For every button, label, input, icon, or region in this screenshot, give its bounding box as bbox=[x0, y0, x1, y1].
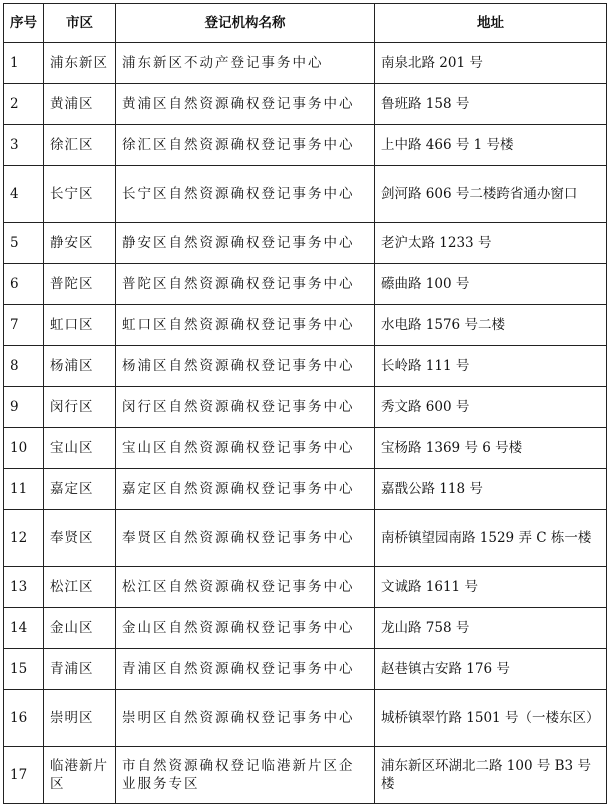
row-agency: 奉贤区自然资源确权登记事务中心 bbox=[116, 510, 375, 567]
row-district: 奉贤区 bbox=[44, 510, 116, 567]
row-index: 12 bbox=[4, 510, 44, 567]
row-agency: 闵行区自然资源确权登记事务中心 bbox=[116, 387, 375, 428]
header-district: 市区 bbox=[44, 4, 116, 43]
row-index: 7 bbox=[4, 305, 44, 346]
row-agency: 金山区自然资源确权登记事务中心 bbox=[116, 608, 375, 649]
row-address: 鲁班路 158 号 bbox=[375, 84, 607, 125]
row-agency: 徐汇区自然资源确权登记事务中心 bbox=[116, 125, 375, 166]
row-agency: 普陀区自然资源确权登记事务中心 bbox=[116, 264, 375, 305]
row-index: 3 bbox=[4, 125, 44, 166]
table-row bbox=[4, 608, 607, 649]
row-index: 14 bbox=[4, 608, 44, 649]
table-row bbox=[4, 305, 607, 346]
table-row bbox=[4, 125, 607, 166]
row-district: 杨浦区 bbox=[44, 346, 116, 387]
row-district: 长宁区 bbox=[44, 166, 116, 223]
header-agency: 登记机构名称 bbox=[116, 4, 375, 43]
table-row bbox=[4, 428, 607, 469]
header-index: 序号 bbox=[4, 4, 44, 43]
row-agency: 长宁区自然资源确权登记事务中心 bbox=[116, 166, 375, 223]
registry-table bbox=[3, 3, 607, 804]
row-district: 宝山区 bbox=[44, 428, 116, 469]
table-row bbox=[4, 747, 607, 804]
row-district: 普陀区 bbox=[44, 264, 116, 305]
row-address: 水电路 1576 号二楼 bbox=[375, 305, 607, 346]
row-district: 嘉定区 bbox=[44, 469, 116, 510]
row-index: 10 bbox=[4, 428, 44, 469]
row-index: 5 bbox=[4, 223, 44, 264]
row-address: 浦东新区环湖北二路 100 号 B3 号楼 bbox=[375, 747, 607, 804]
row-index: 13 bbox=[4, 567, 44, 608]
row-address: 剑河路 606 号二楼跨省通办窗口 bbox=[375, 166, 607, 223]
row-index: 16 bbox=[4, 690, 44, 747]
table-row bbox=[4, 567, 607, 608]
row-index: 15 bbox=[4, 649, 44, 690]
row-address: 老沪太路 1233 号 bbox=[375, 223, 607, 264]
row-agency: 松江区自然资源确权登记事务中心 bbox=[116, 567, 375, 608]
row-index: 8 bbox=[4, 346, 44, 387]
row-address: 赵巷镇古安路 176 号 bbox=[375, 649, 607, 690]
row-address: 礤曲路 100 号 bbox=[375, 264, 607, 305]
row-district: 青浦区 bbox=[44, 649, 116, 690]
row-district: 静安区 bbox=[44, 223, 116, 264]
row-address: 龙山路 758 号 bbox=[375, 608, 607, 649]
table-header-row bbox=[4, 4, 607, 43]
row-agency: 黄浦区自然资源确权登记事务中心 bbox=[116, 84, 375, 125]
row-agency: 静安区自然资源确权登记事务中心 bbox=[116, 223, 375, 264]
row-index: 4 bbox=[4, 166, 44, 223]
row-address: 南桥镇望园南路 1529 弄 C 栋一楼 bbox=[375, 510, 607, 567]
row-address: 长岭路 111 号 bbox=[375, 346, 607, 387]
row-address: 宝杨路 1369 号 6 号楼 bbox=[375, 428, 607, 469]
table-row bbox=[4, 84, 607, 125]
table-row bbox=[4, 469, 607, 510]
row-district: 虹口区 bbox=[44, 305, 116, 346]
row-address: 文诚路 1611 号 bbox=[375, 567, 607, 608]
row-district: 崇明区 bbox=[44, 690, 116, 747]
row-index: 2 bbox=[4, 84, 44, 125]
table-body bbox=[4, 43, 607, 804]
row-index: 6 bbox=[4, 264, 44, 305]
row-agency: 青浦区自然资源确权登记事务中心 bbox=[116, 649, 375, 690]
row-index: 9 bbox=[4, 387, 44, 428]
table-row bbox=[4, 223, 607, 264]
row-district: 临港新片区 bbox=[44, 747, 116, 804]
row-address: 南泉北路 201 号 bbox=[375, 43, 607, 84]
row-address: 城桥镇翠竹路 1501 号（一楼东区） bbox=[375, 690, 607, 747]
table-row bbox=[4, 166, 607, 223]
table-row bbox=[4, 346, 607, 387]
table-row bbox=[4, 690, 607, 747]
row-district: 黄浦区 bbox=[44, 84, 116, 125]
row-index: 17 bbox=[4, 747, 44, 804]
header-address: 地址 bbox=[375, 4, 607, 43]
row-agency: 市自然资源确权登记临港新片区企业服务专区 bbox=[116, 747, 375, 804]
table-row bbox=[4, 649, 607, 690]
row-index: 1 bbox=[4, 43, 44, 84]
table-row bbox=[4, 387, 607, 428]
row-agency: 浦东新区不动产登记事务中心 bbox=[116, 43, 375, 84]
row-agency: 虹口区自然资源确权登记事务中心 bbox=[116, 305, 375, 346]
row-district: 闵行区 bbox=[44, 387, 116, 428]
row-index: 11 bbox=[4, 469, 44, 510]
row-address: 秀文路 600 号 bbox=[375, 387, 607, 428]
row-agency: 杨浦区自然资源确权登记事务中心 bbox=[116, 346, 375, 387]
registry-table-container bbox=[3, 3, 607, 804]
row-district: 徐汇区 bbox=[44, 125, 116, 166]
row-district: 金山区 bbox=[44, 608, 116, 649]
table-row bbox=[4, 510, 607, 567]
row-agency: 宝山区自然资源确权登记事务中心 bbox=[116, 428, 375, 469]
row-address: 嘉戬公路 118 号 bbox=[375, 469, 607, 510]
row-agency: 嘉定区自然资源确权登记事务中心 bbox=[116, 469, 375, 510]
row-district: 浦东新区 bbox=[44, 43, 116, 84]
row-district: 松江区 bbox=[44, 567, 116, 608]
table-row bbox=[4, 43, 607, 84]
row-address: 上中路 466 号 1 号楼 bbox=[375, 125, 607, 166]
table-row bbox=[4, 264, 607, 305]
row-agency: 崇明区自然资源确权登记事务中心 bbox=[116, 690, 375, 747]
